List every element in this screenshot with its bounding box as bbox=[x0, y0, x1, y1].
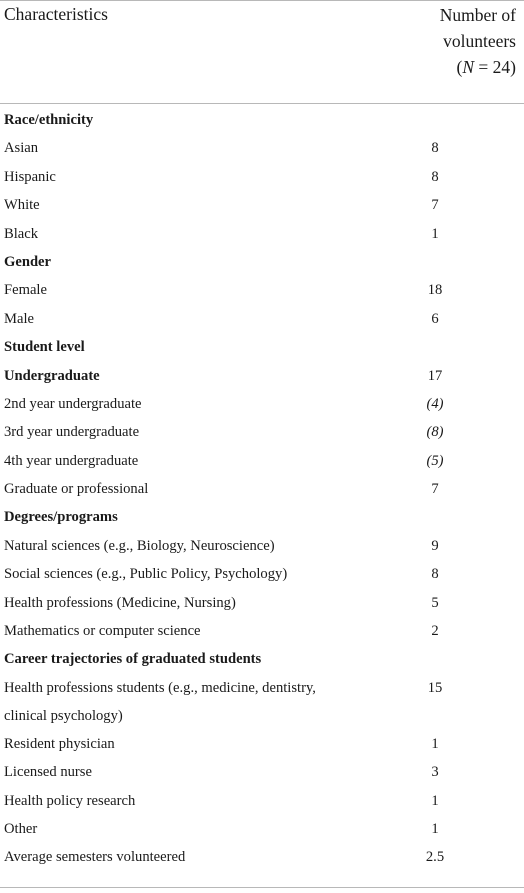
table-row bbox=[0, 220, 524, 248]
row-value: 5 bbox=[431, 594, 439, 611]
column-header-n: N bbox=[462, 57, 475, 77]
row-label: 4th year undergraduate bbox=[4, 452, 139, 469]
row-value: 1 bbox=[431, 735, 439, 752]
row-value: 8 bbox=[431, 140, 439, 157]
row-value: 7 bbox=[431, 197, 439, 214]
table-row bbox=[0, 418, 524, 446]
row-label: 2nd year undergraduate bbox=[4, 395, 142, 412]
row-label: Other bbox=[4, 820, 38, 837]
row-value: (8) bbox=[426, 424, 444, 441]
column-header-characteristics: Characteristics bbox=[4, 4, 108, 24]
table-row bbox=[0, 843, 524, 871]
table-row bbox=[0, 758, 524, 786]
row-label: Hispanic bbox=[4, 168, 56, 185]
section-header-row bbox=[0, 106, 524, 134]
row-label: Black bbox=[4, 225, 39, 242]
row-label: Health professions students (e.g., medicine, dentistry, clinical psychology) bbox=[4, 679, 316, 724]
table-row bbox=[0, 134, 524, 162]
row-label: Mathematics or computer science bbox=[4, 623, 201, 640]
row-label: Career trajectories of graduated students bbox=[4, 651, 262, 668]
row-label: Average semesters volunteered bbox=[4, 849, 186, 866]
row-label: Natural sciences (e.g., Biology, Neuroscience) bbox=[4, 537, 275, 554]
row-label: Licensed nurse bbox=[4, 764, 92, 781]
row-value: 3 bbox=[431, 764, 439, 781]
row-value: 6 bbox=[431, 310, 439, 327]
row-label: Male bbox=[4, 310, 34, 327]
table-row bbox=[0, 674, 524, 730]
table-bottom-rule bbox=[0, 887, 524, 888]
row-label: Gender bbox=[4, 253, 52, 270]
section-header-row bbox=[0, 333, 524, 361]
row-value: 2.5 bbox=[425, 849, 445, 866]
table-top-rule bbox=[0, 0, 524, 1]
table-row bbox=[0, 787, 524, 815]
row-value: 1 bbox=[431, 225, 439, 242]
row-value: 17 bbox=[427, 367, 443, 384]
table-row bbox=[0, 305, 524, 333]
header-divider-rule bbox=[0, 103, 524, 104]
row-value: (5) bbox=[426, 452, 444, 469]
row-value: 8 bbox=[431, 168, 439, 185]
row-value: 8 bbox=[431, 566, 439, 583]
row-label: Degrees/programs bbox=[4, 509, 118, 526]
table-row bbox=[0, 447, 524, 475]
row-label: Undergraduate bbox=[4, 367, 100, 384]
table-row bbox=[0, 276, 524, 304]
table-row bbox=[0, 589, 524, 617]
row-label: Asian bbox=[4, 140, 39, 157]
row-value: 1 bbox=[431, 792, 439, 809]
column-header-count: = 24) bbox=[474, 57, 516, 77]
table-row bbox=[0, 191, 524, 219]
row-value: 2 bbox=[431, 623, 439, 640]
row-label: White bbox=[4, 197, 40, 214]
section-header-row bbox=[0, 248, 524, 276]
row-label: Female bbox=[4, 282, 47, 299]
row-label: Health policy research bbox=[4, 792, 136, 809]
column-header-line-3 bbox=[396, 54, 516, 80]
section-header-row bbox=[0, 503, 524, 531]
row-value: 15 bbox=[427, 679, 443, 696]
table-row bbox=[0, 390, 524, 418]
row-label: Health professions (Medicine, Nursing) bbox=[4, 594, 236, 611]
row-value: 18 bbox=[427, 282, 443, 299]
table-body bbox=[0, 106, 524, 872]
row-value: 9 bbox=[431, 537, 439, 554]
table-row bbox=[0, 532, 524, 560]
column-header-line-1: Number of bbox=[439, 5, 516, 25]
row-label: Race/ethnicity bbox=[4, 112, 94, 128]
row-label: Graduate or professional bbox=[4, 481, 149, 498]
row-value: 7 bbox=[431, 481, 439, 498]
table-row bbox=[0, 560, 524, 588]
row-label: Social sciences (e.g., Public Policy, Psychology) bbox=[4, 566, 288, 583]
column-header-line-2: volunteers bbox=[443, 31, 516, 51]
table-row bbox=[0, 730, 524, 758]
table-row bbox=[0, 163, 524, 191]
table-row bbox=[0, 815, 524, 843]
table-row bbox=[0, 362, 524, 390]
section-header-row bbox=[0, 645, 524, 673]
row-value: 1 bbox=[431, 820, 439, 837]
column-header-number-of-volunteers bbox=[396, 2, 516, 80]
row-label: Resident physician bbox=[4, 735, 115, 752]
table-row bbox=[0, 475, 524, 503]
row-label: Student level bbox=[4, 339, 85, 356]
row-value: (4) bbox=[426, 395, 444, 412]
row-label: 3rd year undergraduate bbox=[4, 424, 140, 441]
column-header-open-paren: ( bbox=[456, 57, 463, 77]
table-row bbox=[0, 617, 524, 645]
